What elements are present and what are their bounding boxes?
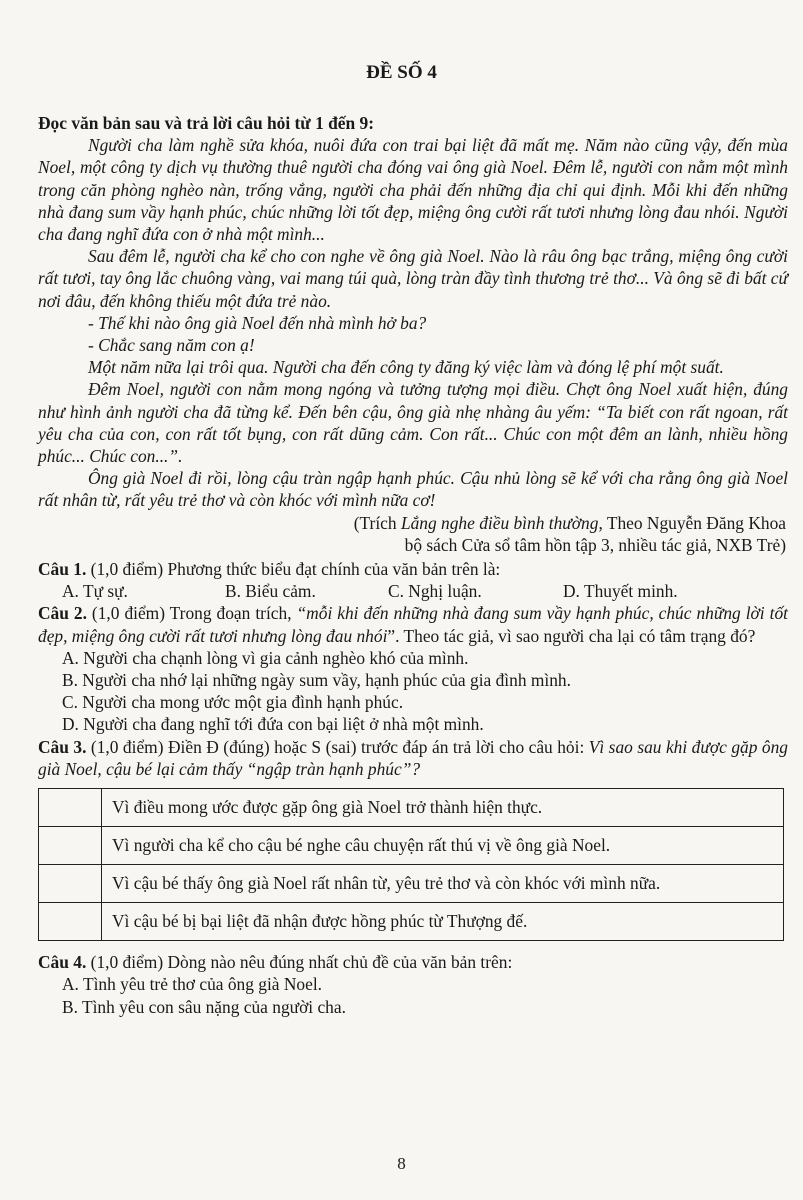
question-1-label: Câu 1. bbox=[38, 559, 87, 580]
question-2 bbox=[38, 602, 788, 646]
question-4-text: (1,0 điểm) Dòng nào nêu đúng nhất chủ đề của văn bản trên: bbox=[86, 952, 513, 973]
question-3-question: Vì sao sau khi được gặp ông già Noel, cậu bé lại cảm thấy “ngập tràn hạnh phúc”? bbox=[38, 736, 788, 779]
statement-cell: Vì cậu bé thấy ông già Noel rất nhân từ, yêu trẻ thơ và còn khóc với mình nữa. bbox=[102, 865, 784, 903]
passage-paragraph-1: Người cha làm nghề sửa khóa, nuôi đứa con trai bại liệt đã mất mẹ. Năm nào cũng vậy, đến mùa Noel, một công ty dịch vụ thường thuê người cha đóng vai ông già Noel. Đêm lễ, người con nằm một mình trong căn phòng nghèo nàn, trống vắng, người cha phải đến những địa chỉ qui định. Mỗi khi đến những nhà đang sum vầy hạnh phúc, chúc những lời tốt đẹp, miệng ông cười rất tươi nhưng lòng đau nhói. Người cha đang nghĩ đứa con ở nhà một mình... bbox=[38, 135, 788, 245]
source-prefix: (Trích bbox=[353, 512, 401, 533]
question-2-option-b: B. Người cha nhớ lại những ngày sum vầy, hạnh phúc của gia đình mình. bbox=[62, 670, 571, 691]
question-4-option-a: A. Tình yêu trẻ thơ của ông già Noel. bbox=[62, 974, 323, 995]
question-4-option-b: B. Tình yêu con sâu nặng của người cha. bbox=[62, 996, 346, 1017]
question-2-text-b: ”. Theo tác giả, vì sao người cha lại có tâm trạng đó? bbox=[387, 625, 756, 646]
page-number: 8 bbox=[397, 1154, 406, 1173]
passage-paragraph-2: Sau đêm lễ, người cha kể cho con nghe về ông già Noel. Nào là râu ông bạc trắng, miệng ông cười rất tươi, tay ông lắc chuông vàng, vai mang túi quà, lòng tràn đầy tình thương trẻ thơ... Và ông sẽ đi bất cứ nơi đâu, đến không thiếu một đứa trẻ nào. bbox=[38, 246, 788, 311]
question-2-option-c: C. Người cha mong ước một gia đình hạnh phúc. bbox=[62, 692, 404, 713]
content bbox=[38, 112, 788, 1018]
answer-cell[interactable] bbox=[39, 827, 102, 865]
answer-cell[interactable] bbox=[39, 789, 102, 827]
table-row bbox=[39, 789, 784, 827]
statement-cell: Vì cậu bé bị bại liệt đã nhận được hồng phúc từ Thượng đế. bbox=[102, 903, 784, 941]
statement-cell: Vì người cha kể cho cậu bé nghe câu chuyện rất thú vị về ông già Noel. bbox=[102, 827, 784, 865]
true-false-table bbox=[38, 788, 784, 941]
question-3 bbox=[38, 736, 788, 780]
passage-paragraph-3: Một năm nữa lại trôi qua. Người cha đến công ty đăng ký việc làm và đóng lệ phí một suất. bbox=[88, 357, 724, 378]
question-2-quote: “mỗi khi đến những nhà đang sum vầy hạnh phúc, chúc những lời tốt đẹp, miệng ông cười rất tươi nhưng lòng đau nhói bbox=[38, 603, 788, 646]
question-4 bbox=[38, 951, 788, 973]
passage-paragraph-5: Ông già Noel đi rồi, lòng cậu tràn ngập hạnh phúc. Cậu nhủ lòng sẽ kể với cha rằng ông già Noel rất nhân từ, rất yêu trẻ thơ và còn khóc với mình nữa cơ! bbox=[38, 468, 788, 511]
statement-cell: Vì điều mong ước được gặp ông già Noel trở thành hiện thực. bbox=[102, 789, 784, 827]
question-1-text: (1,0 điểm) Phương thức biểu đạt chính của văn bản trên là: bbox=[86, 559, 501, 580]
source-citation-line2: bộ sách Cửa sổ tâm hồn tập 3, nhiều tác giả, NXB Trẻ) bbox=[404, 534, 786, 555]
question-1-options bbox=[38, 580, 788, 602]
question-1 bbox=[38, 558, 788, 580]
answer-cell[interactable] bbox=[39, 903, 102, 941]
question-2-label: Câu 2. bbox=[38, 603, 87, 624]
source-title: Lắng nghe điều bình thường bbox=[400, 512, 599, 533]
question-2-option-d: D. Người cha đang nghĩ tới đứa con bại liệt ở nhà một mình. bbox=[62, 714, 484, 735]
passage-dialogue-2: - Chắc sang năm con ạ! bbox=[88, 335, 255, 356]
source-rest: , Theo Nguyễn Đăng Khoa bbox=[598, 512, 786, 533]
question-1-option-b: B. Biểu cảm. bbox=[225, 581, 316, 602]
question-2-text-a: (1,0 điểm) Trong đoạn trích, bbox=[86, 603, 297, 624]
answer-cell[interactable] bbox=[39, 865, 102, 903]
source-citation bbox=[38, 512, 788, 534]
question-3-label: Câu 3. bbox=[38, 736, 87, 757]
table-row bbox=[39, 827, 784, 865]
question-1-option-d: D. Thuyết minh. bbox=[563, 581, 678, 602]
table-row bbox=[39, 903, 784, 941]
question-4-label: Câu 4. bbox=[38, 952, 87, 973]
exam-heading: ĐỀ SỐ 4 bbox=[366, 62, 437, 83]
instruction: Đọc văn bản sau và trả lời câu hỏi từ 1 đến 9: bbox=[38, 113, 375, 133]
question-2-option-a: A. Người cha chạnh lòng vì gia cảnh nghèo khó của mình. bbox=[62, 647, 469, 668]
table-row bbox=[39, 865, 784, 903]
passage-dialogue-1: - Thế khi nào ông già Noel đến nhà mình hở ba? bbox=[88, 312, 427, 333]
passage-paragraph-4: Đêm Noel, người con nằm mong ngóng và tưởng tượng mọi điều. Chợt ông Noel xuất hiện, đúng như hình ảnh người cha đã từng kể. Đến bên cậu, ông già nhẹ nhàng âu yếm: “Ta biết con rất ngoan, rất yêu cha của con, con rất tốt bụng, con rất dũng cảm. Con rất... Chúc con một đêm an lành, nhiều hồng phúc... Chúc con...”. bbox=[38, 379, 788, 467]
question-3-text: (1,0 điểm) Điền Đ (đúng) hoặc S (sai) trước đáp án trả lời cho câu hỏi: bbox=[86, 736, 589, 757]
question-1-option-c: C. Nghị luận. bbox=[388, 581, 482, 602]
question-1-option-a: A. Tự sự. bbox=[62, 581, 128, 602]
